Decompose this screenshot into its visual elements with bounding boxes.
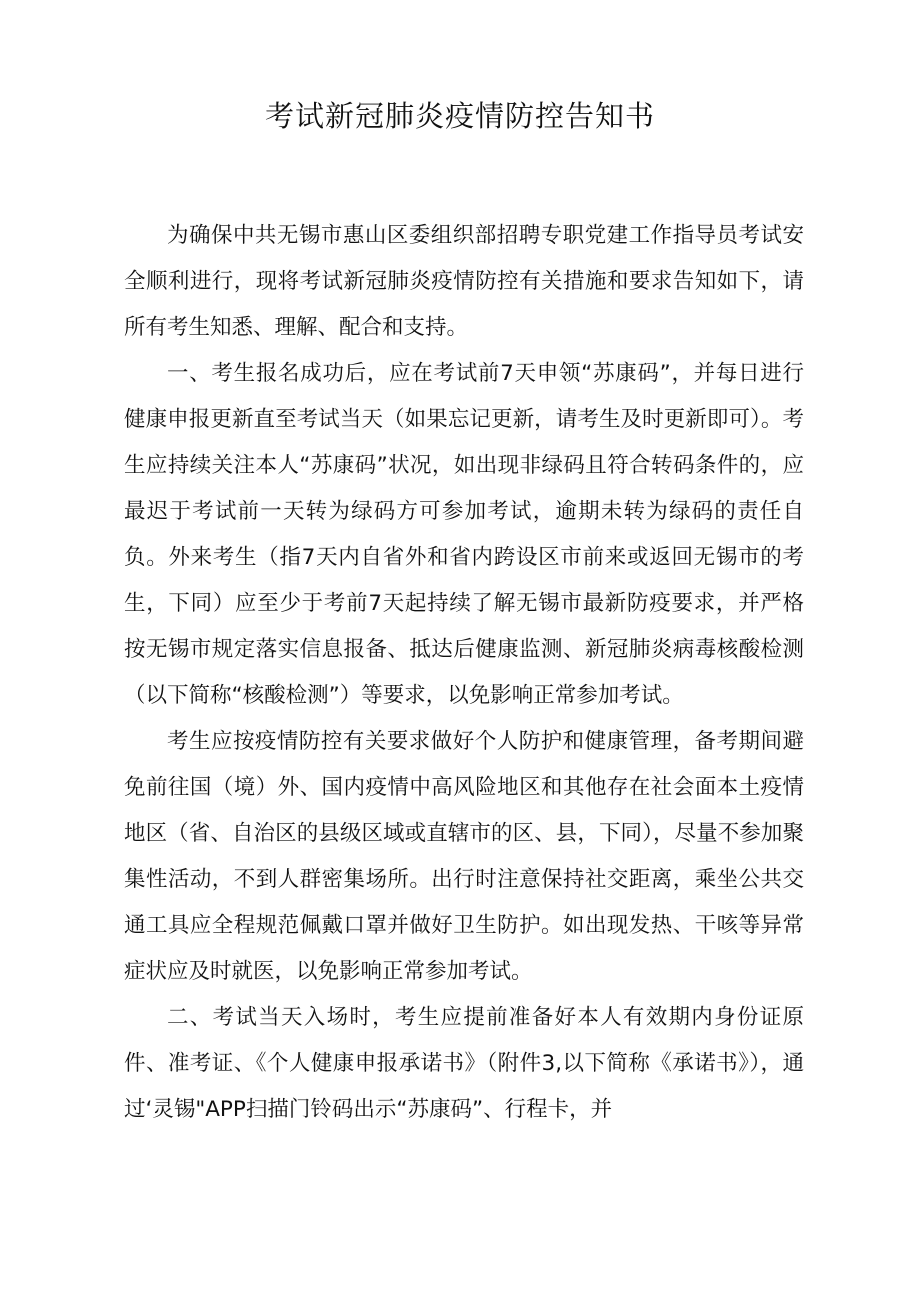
document-body <box>124 213 804 1133</box>
document-title: 考试新冠肺炎疫情防控告知书 <box>264 99 655 133</box>
paragraph-personal-protection: 考生应按疫情防控有关要求做好个人防护和健康管理，备考期间避免前往国（境）外、国内疫情中高风险地区和其他存在社会面本土疫情地区（省、自治区的县级区域或直辖市的区、县，下同），尽量不参加聚集性活动，不到人群密集场所。出行时注意保持社交距离，乘坐公共交通工具应全程规范佩戴口罩并做好卫生防护。如出现发热、干咳等异常症状应及时就医，以免影响正常参加考试。 <box>124 729 804 984</box>
paragraph-item-1: 一、考生报名成功后，应在考试前7天申领“苏康码”，并每日进行健康申报更新直至考试当天（如果忘记更新，请考生及时更新即可）。考生应持续关注本人“苏康码”状况，如出现非绿码且符合转码条件的，应最迟于考试前一天转为绿码方可参加考试，逾期未转为绿码的责任自负。外来考生（指7天内自省外和省内跨设区市前来或返回无锡市的考生，下同）应至少于考前7天起持续了解无锡市最新防疫要求，并严格按无锡市规定落实信息报备、抵达后健康监测、新冠肺炎病毒核酸检测（以下简称“核酸检测”）等要求，以免影响正常参加考试。 <box>124 361 804 708</box>
paragraph-item-2: 二、考试当天入场时，考生应提前准备好本人有效期内身份证原件、准考证、《个人健康申报承诺书》（附件3,以下简称《承诺书》），通过‘灵锡"APP扫描门铃码出示“苏康码”、行程卡，并 <box>124 1005 804 1122</box>
paragraph-intro: 为确保中共无锡市惠山区委组织部招聘专职党建工作指导员考试安全顺利进行，现将考试新冠肺炎疫情防控有关措施和要求告知如下，请所有考生知悉、理解、配合和支持。 <box>124 223 804 340</box>
